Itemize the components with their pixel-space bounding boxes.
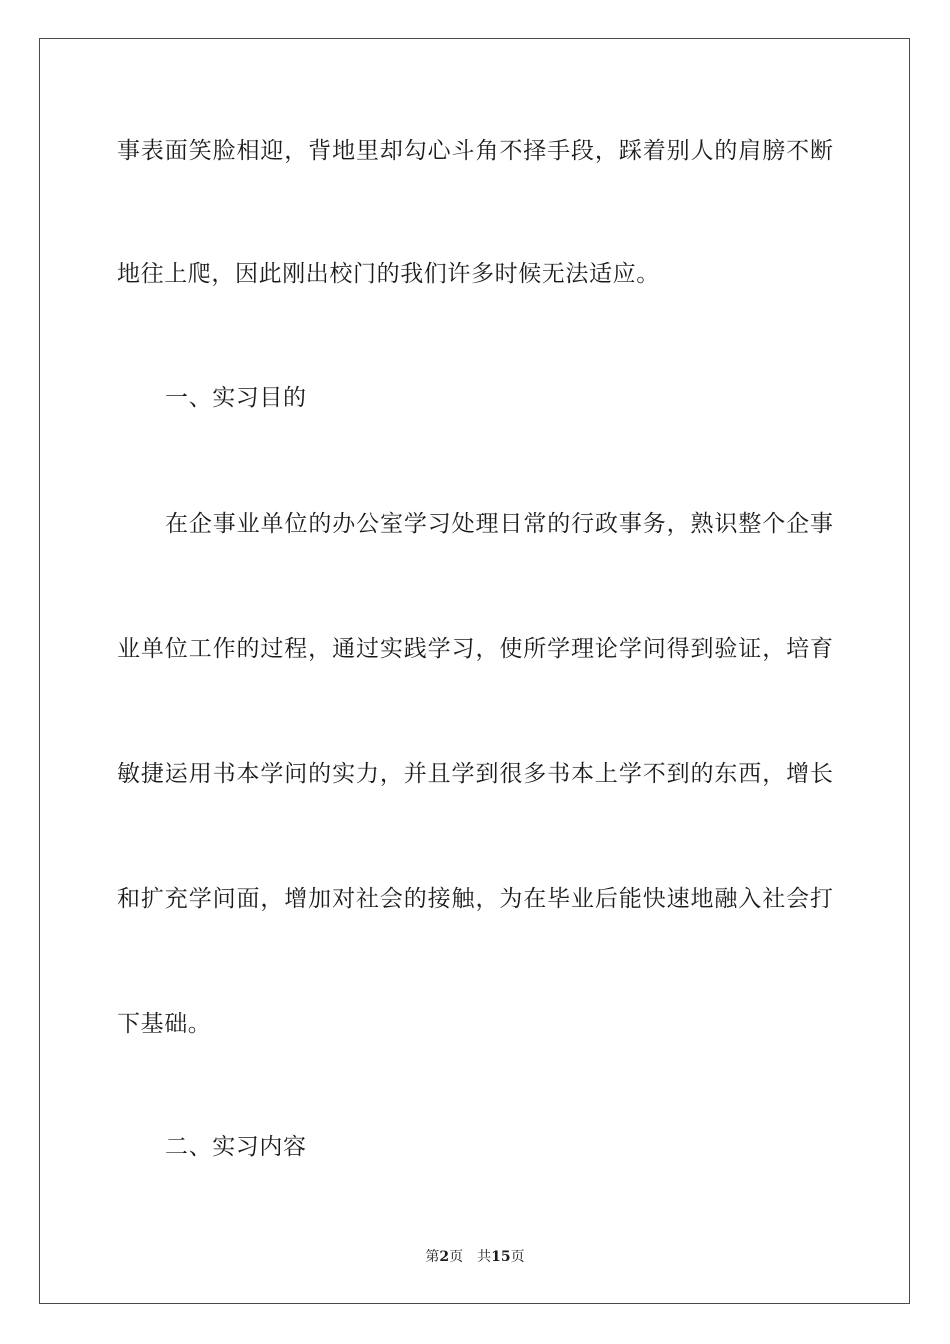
page-footer [0, 1248, 950, 1266]
section-heading: 一、实习目的 [165, 385, 307, 411]
footer-page-prefix: 第 [425, 1249, 440, 1265]
footer-total-prefix: 共 [477, 1249, 492, 1265]
paragraph-line: 在企事业单位的办公室学习处理日常的行政事务，熟识整个企事 [165, 511, 833, 537]
paragraph-line: 下基础。 [117, 1011, 212, 1037]
footer-total-suffix: 页 [510, 1249, 525, 1265]
footer-page-suffix: 页 [449, 1249, 464, 1265]
paragraph-line: 事表面笑脸相迎，背地里却勾心斗角不择手段，踩着别人的肩膀不断 [117, 138, 833, 164]
paragraph-line: 和扩充学问面，增加对社会的接触，为在毕业后能快速地融入社会打 [117, 886, 833, 912]
section-heading: 二、实习内容 [165, 1134, 307, 1160]
paragraph-line: 业单位工作的过程，通过实践学习，使所学理论学问得到验证，培育 [117, 636, 833, 662]
footer-total-pages: 15 [491, 1249, 511, 1265]
paragraph-line: 地往上爬，因此刚出校门的我们许多时候无法适应。 [117, 261, 660, 287]
paragraph-line: 敏捷运用书本学问的实力，并且学到很多书本上学不到的东西，增长 [117, 761, 833, 787]
footer-page-number: 2 [439, 1249, 450, 1265]
page-frame [39, 38, 910, 1304]
